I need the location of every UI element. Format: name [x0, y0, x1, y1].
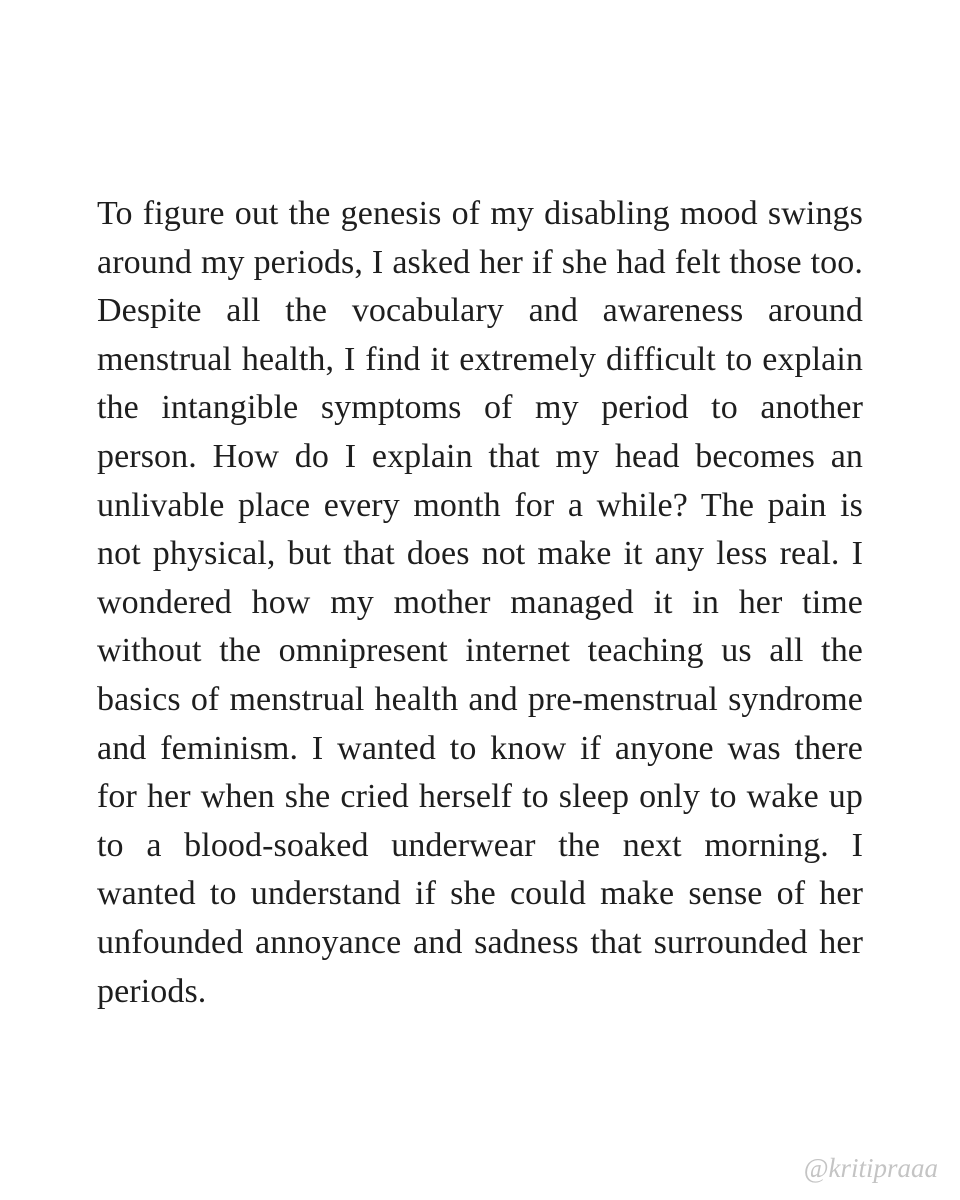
body-text: To figure out the genesis of my disabling mood swings around my periods, I asked her if she had felt those too. Despite all the vocabulary and awareness around menstrual health, I find it extremely difficult to explain the intangible symptoms of my period to another person. How do I explain that my head becomes an unlivable place every month for a while? The pain is not physical, but that does not make it any less real. I wondered how my mother managed it in her time without the omnipresent internet teaching us all the basics of menstrual health and pre-menstrual syndrome and feminism. I wanted to know if anyone was there for her when she cried herself to sleep only to wake up to a blood-soaked underwear the next morning. I wanted to understand if she could make sense of her unfounded annoyance and sadness that surrounded her periods.: [97, 195, 863, 1010]
author-handle: @kritipraaa: [803, 1153, 938, 1183]
